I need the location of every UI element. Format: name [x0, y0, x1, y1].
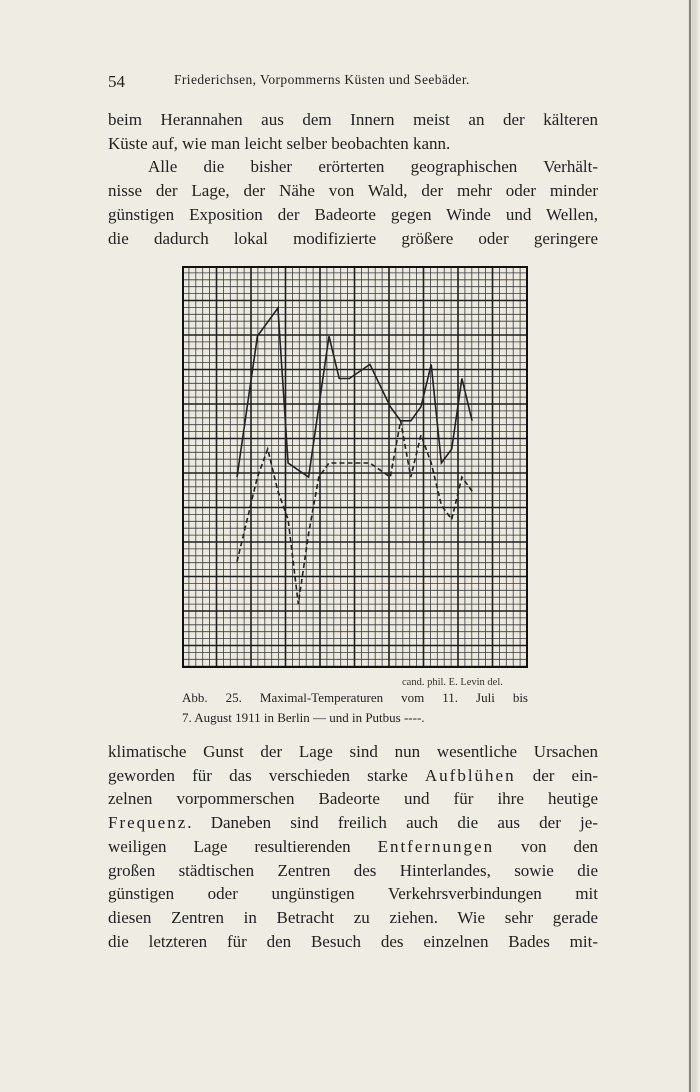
- page-edge-line: [689, 0, 691, 1092]
- running-head: [108, 72, 602, 94]
- caption-line: 7. August 1911 in Berlin — und in Putbus ----.: [182, 710, 425, 725]
- text-line: günstigen Exposition der Badeorte gegen Winde und Wellen,: [108, 204, 598, 224]
- text-line: Frequenz. Daneben sind freilich auch die aus der je-: [108, 813, 598, 833]
- text-line: die dadurch lokal modifizierte größere oder geringere: [108, 228, 598, 248]
- running-head-title: Friederichsen, Vorpommerns Küsten und Seebäder.: [174, 72, 470, 87]
- paragraph-top: [108, 108, 598, 250]
- caption-line: Abb. 25. Maximal-Temperaturen vom 11. Juli bis: [182, 690, 528, 705]
- text-line: großen städtischen Zentren des Hinterlandes, sowie die: [108, 860, 598, 880]
- figure-credit: cand. phil. E. Levin del.: [402, 677, 503, 688]
- text-line: weiligen Lage resultierenden Entfernungen von den: [108, 836, 598, 856]
- page-number: 54: [108, 72, 125, 91]
- text-line: Alle die bisher erörterten geographischen Verhält-: [148, 157, 598, 177]
- text-line: Küste auf, wie man leicht selber beobachten kann.: [108, 133, 451, 153]
- text-line: günstigen oder ungünstigen Verkehrsverbindungen mit: [108, 884, 598, 904]
- text-line: beim Herannahen aus dem Innern meist an der kälteren: [108, 110, 598, 129]
- paragraph-bottom: [108, 740, 598, 953]
- text-line: geworden für das verschieden starke Aufblühen der ein-: [108, 765, 598, 785]
- temperature-chart: [182, 266, 528, 668]
- text-line: klimatische Gunst der Lage sind nun wesentliche Ursachen: [108, 742, 598, 761]
- text-line: die letzteren für den Besuch des einzelnen Bades mit-: [108, 931, 598, 951]
- figure-caption: [182, 688, 528, 728]
- text-line: nisse der Lage, der Nähe von Wald, der mehr oder minder: [108, 181, 598, 201]
- text-line: zelnen vorpommerschen Badeorte und für ihre heutige: [108, 789, 598, 809]
- text-line: diesen Zentren in Betracht zu ziehen. Wie sehr gerade: [108, 907, 598, 927]
